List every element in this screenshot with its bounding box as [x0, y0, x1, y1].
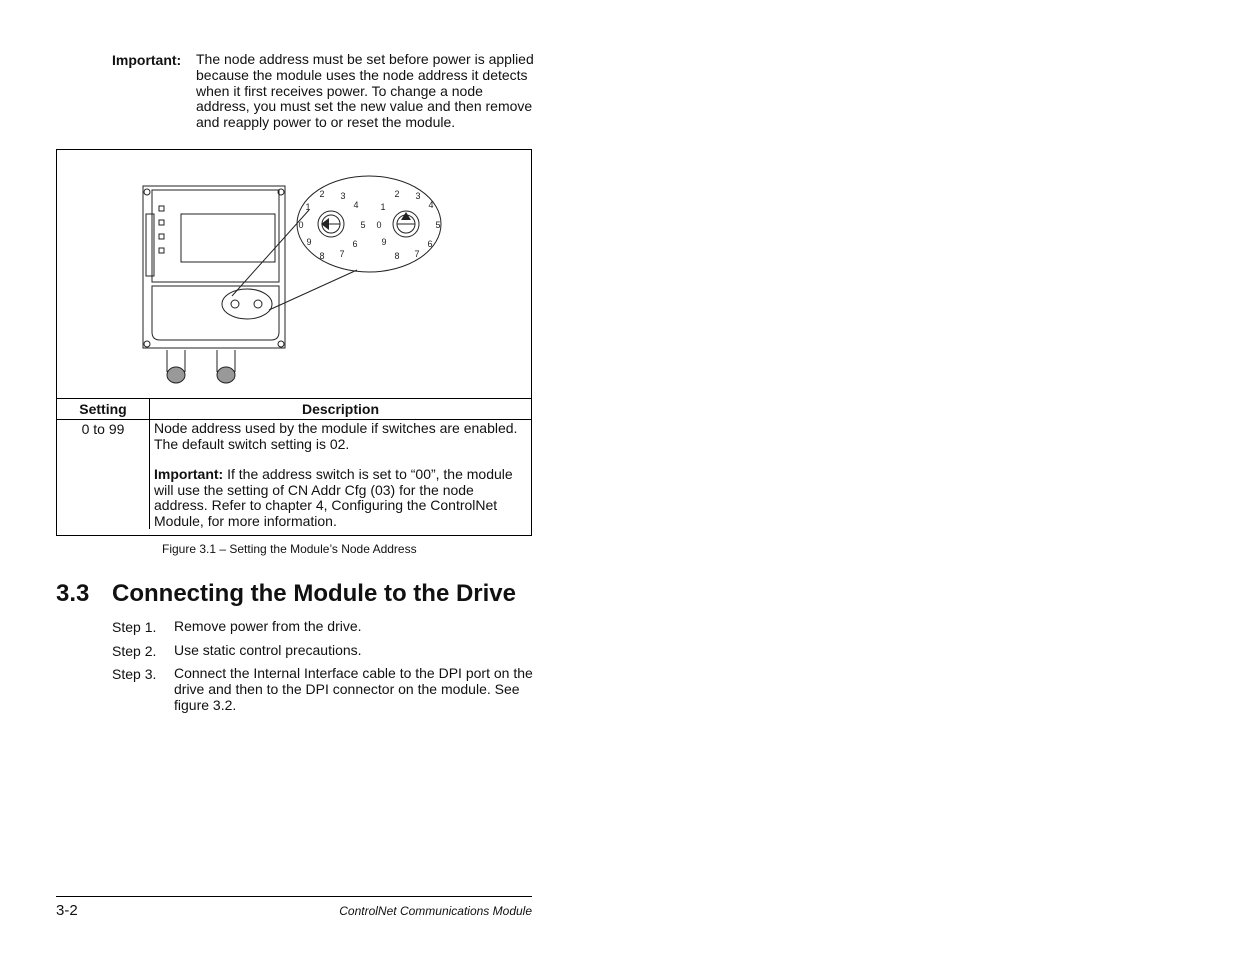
switch-area-ellipse: [222, 289, 272, 319]
dial-left-num-1: 1: [305, 202, 311, 212]
status-led-icon: [159, 234, 164, 239]
dial-right-num-1: 1: [380, 202, 386, 212]
column-header-description: Description: [150, 399, 532, 420]
page-number: 3-2: [56, 902, 78, 919]
table-row: [57, 420, 531, 530]
module-switch-diagram: [57, 150, 531, 398]
step-text: Connect the Internal Interface cable to the DPI port on the drive and then to the DPI connector on the module. See figure 3.2.: [174, 665, 533, 713]
important-note-text: The node address must be set before power is applied because the module uses the node address it detects when it first receives power. To change a node address, you must set the new value and then remove and reapply power to or reset the module.: [196, 51, 534, 131]
left-dial-pointer-icon: [321, 218, 329, 230]
dial-left-num-2: 2: [319, 189, 325, 199]
mount-hole-icon: [144, 189, 150, 195]
status-led-icon: [159, 206, 164, 211]
dial-right-num-6: 6: [427, 239, 433, 249]
column-header-setting: Setting: [57, 399, 150, 420]
dpi-connector: [146, 214, 154, 276]
module-lower-panel: [152, 286, 279, 340]
dial-left-num-8: 8: [319, 251, 325, 261]
dial-right-num-0: 0: [376, 220, 382, 230]
zoom-line: [269, 270, 357, 310]
step-text: Remove power from the drive.: [174, 618, 362, 634]
step-label: Step 1.: [112, 619, 157, 635]
description-important: [154, 467, 527, 529]
section-title: Connecting the Module to the Drive: [112, 580, 517, 607]
dial-left-num-9: 9: [306, 237, 312, 247]
dial-right-num-5: 5: [435, 220, 441, 230]
small-switch-icon: [254, 300, 262, 308]
dial-left-num-6: 6: [352, 239, 358, 249]
module-upper-panel: [152, 190, 279, 282]
section-number: 3.3: [56, 580, 90, 607]
dial-right-num-7: 7: [414, 249, 420, 259]
settings-table: [57, 398, 531, 529]
dial-left-num-3: 3: [340, 191, 346, 201]
cable-knob-icon: [217, 367, 235, 383]
step-label: Step 3.: [112, 666, 157, 682]
description-cell: [150, 420, 532, 530]
table-header-row: [57, 399, 531, 420]
setting-cell: 0 to 99: [57, 420, 150, 530]
step-label: Step 2.: [112, 643, 157, 659]
footer-doc-title: ControlNet Communications Module: [339, 904, 532, 918]
module-window: [181, 214, 275, 262]
important-label: Important:: [112, 52, 182, 68]
dial-right-num-8: 8: [394, 251, 400, 261]
status-led-icon: [159, 220, 164, 225]
dial-right-num-9: 9: [381, 237, 387, 247]
small-switch-icon: [231, 300, 239, 308]
dial-left-num-4: 4: [353, 200, 359, 210]
description-important-text: If the address switch is set to “00”, the module will use the setting of CN Addr Cfg (03) for the node address. Refer to chapter 4, Configuring the ControlNet Module, for more information.: [154, 466, 513, 529]
description-line: Node address used by the module if switches are enabled. The default switch setting is 02.: [154, 420, 518, 452]
figure-caption: Figure 3.1 – Setting the Module’s Node Address: [162, 542, 417, 556]
status-led-icon: [159, 248, 164, 253]
mount-hole-icon: [278, 341, 284, 347]
dial-right-num-2: 2: [394, 189, 400, 199]
footer-rule: [56, 896, 532, 897]
dial-right-num-3: 3: [415, 191, 421, 201]
mount-hole-icon: [144, 341, 150, 347]
step-text: Use static control precautions.: [174, 642, 362, 658]
dial-right-num-4: 4: [428, 200, 434, 210]
dial-left-num-7: 7: [339, 249, 345, 259]
description-important-label: Important:: [154, 466, 224, 482]
dial-left-num-0: 0: [298, 220, 304, 230]
figure-box: [56, 149, 532, 536]
dial-left-num-5: 5: [360, 220, 366, 230]
cable-knob-icon: [167, 367, 185, 383]
